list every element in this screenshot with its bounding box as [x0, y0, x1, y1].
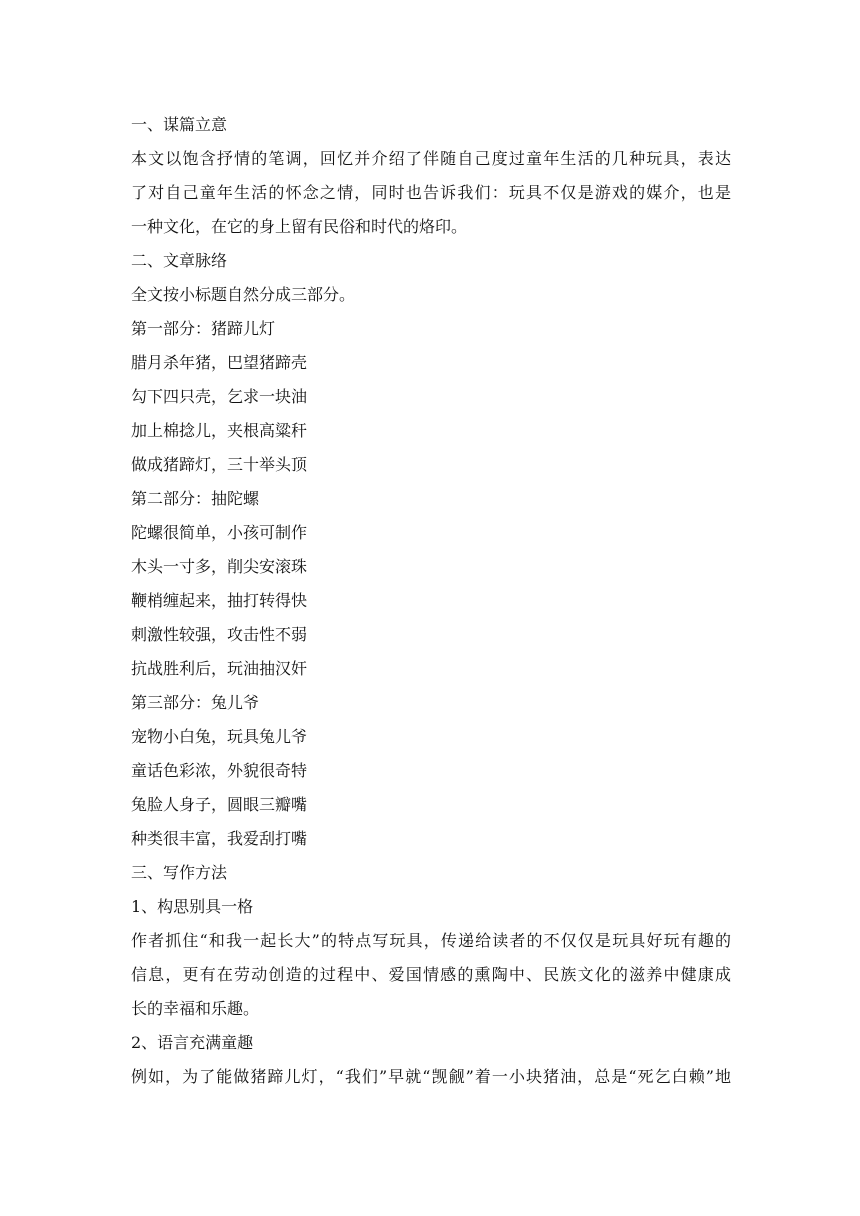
text-line: 例如，为了能做猪蹄儿灯，“我们”早就“觊觎”着一小块猪油，总是“死乞白赖”地 [131, 1067, 731, 1086]
verse-line: 种类很丰富，我爱刮打嘴 [131, 829, 308, 848]
text-line: 一种文化，在它的身上留有民俗和时代的烙印。 [131, 217, 468, 236]
verse-line: 童话色彩浓，外貌很奇特 [131, 761, 308, 780]
structure-intro: 全文按小标题自然分成三部分。 [131, 285, 356, 304]
part-heading-1: 第一部分：猪蹄儿灯 [131, 319, 276, 338]
part-heading-3: 第三部分：兔儿爷 [131, 693, 260, 712]
verse-line: 勾下四只壳，乞求一块油 [131, 387, 308, 406]
verse-line: 加上棉捻儿，夹根高粱秆 [131, 421, 308, 440]
verse-block-3 [131, 720, 731, 856]
verse-block-2 [131, 516, 731, 686]
verse-line: 刺激性较强，攻击性不弱 [131, 625, 308, 644]
document-body [131, 108, 731, 1094]
paragraph-purpose [131, 142, 731, 244]
text-line: 了对自己童年生活的怀念之情，同时也告诉我们：玩具不仅是游戏的媒介，也是 [131, 183, 731, 202]
verse-line: 宠物小白兔，玩具兔儿爷 [131, 727, 308, 746]
method-heading-2: 2、语言充满童趣 [131, 1033, 254, 1052]
verse-line: 鞭梢缠起来，抽打转得快 [131, 591, 308, 610]
verse-block-1 [131, 346, 731, 482]
part-heading-2: 第二部分：抽陀螺 [131, 489, 260, 508]
section-heading-3: 三、写作方法 [131, 863, 228, 882]
text-line: 本文以饱含抒情的笔调，回忆并介绍了伴随自己度过童年生活的几种玩具，表达 [131, 149, 731, 168]
verse-line: 做成猪蹄灯，三十举头顶 [131, 455, 308, 474]
verse-line: 腊月杀年猪，巴望猪蹄壳 [131, 353, 308, 372]
verse-line: 木头一寸多，削尖安滚珠 [131, 557, 308, 576]
paragraph-method-2 [131, 1060, 731, 1094]
verse-line: 兔脸人身子，圆眼三瓣嘴 [131, 795, 308, 814]
paragraph-method-1 [131, 924, 731, 1026]
text-line: 信息，更有在劳动创造的过程中、爱国情感的熏陶中、民族文化的滋养中健康成 [131, 965, 731, 984]
verse-line: 抗战胜利后，玩油抽汉奸 [131, 659, 308, 678]
method-heading-1: 1、构思别具一格 [131, 897, 254, 916]
section-heading-2: 二、文章脉络 [131, 251, 228, 270]
text-line: 作者抓住“和我一起长大”的特点写玩具，传递给读者的不仅仅是玩具好玩有趣的 [131, 931, 731, 950]
verse-line: 陀螺很简单，小孩可制作 [131, 523, 308, 542]
section-heading-1: 一、谋篇立意 [131, 115, 228, 134]
text-line: 长的幸福和乐趣。 [131, 999, 260, 1018]
